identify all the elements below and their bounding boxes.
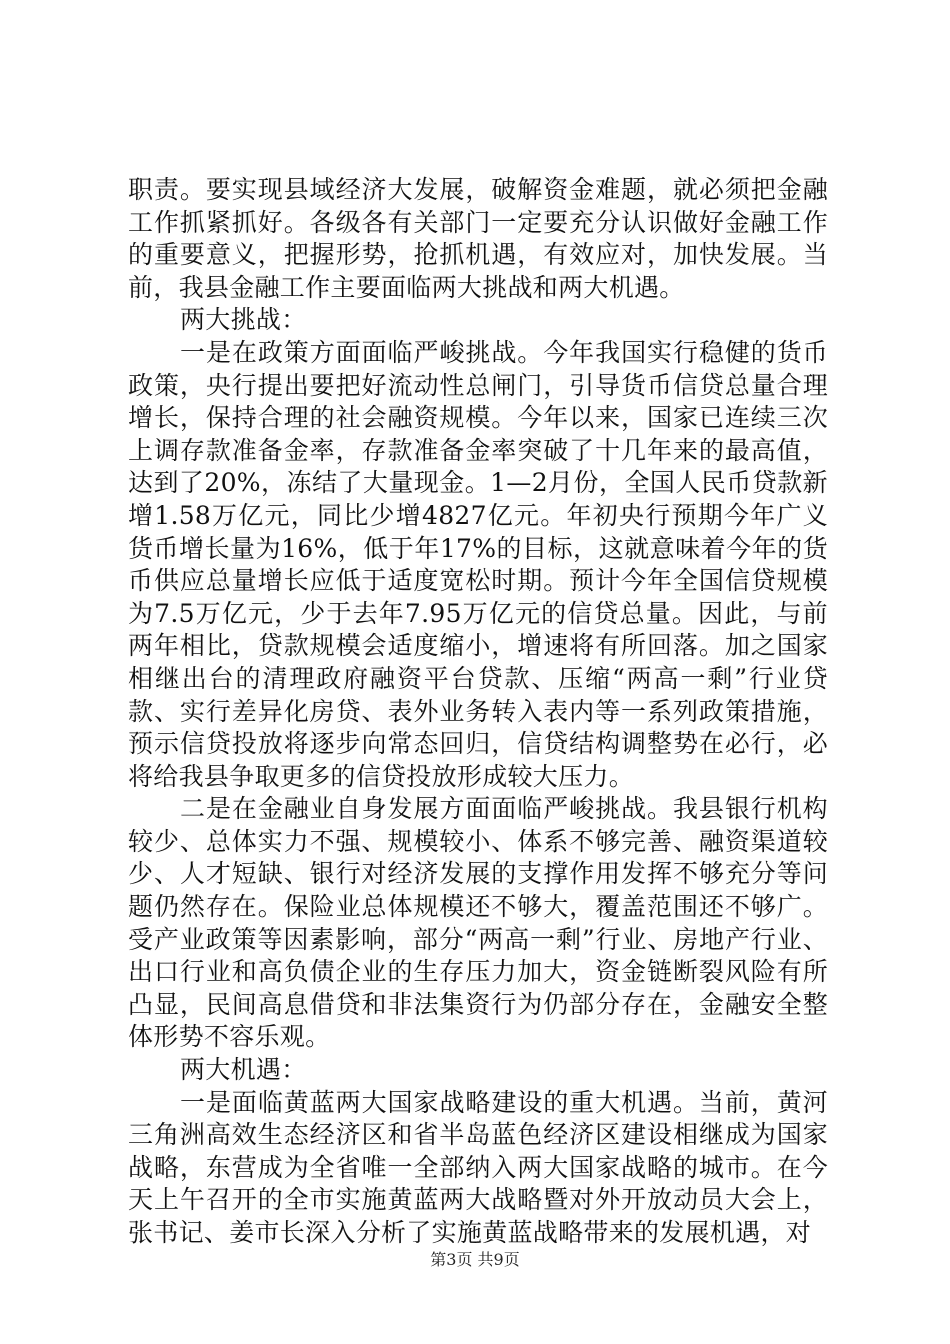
paragraph-strategy-opportunity: 一是面临黄蓝两大国家战略建设的重大机遇。当前，黄河三角洲高效生态经济区和省半岛蓝色经济区建设相继成为国家战略，东营成为全省唯一全部纳入两大国家战略的城市。在今天上午召开的全市实施黄蓝两大战略暨对外开放动员大会上，张书记、姜市长深入分析了实施黄蓝战略带来的发展机遇，对	[128, 1087, 828, 1247]
section-heading-opportunities: 两大机遇：	[180, 1055, 307, 1085]
page-footer: 第3页 共9页	[430, 1250, 520, 1269]
document-body	[128, 174, 828, 1250]
paragraph-policy-challenge: 一是在政策方面面临严峻挑战。今年我国实行稳健的货币政策，央行提出要把好流动性总闸门，引导货币信贷总量合理增长，保持合理的社会融资规模。今年以来，国家已连续三次上调存款准备金率，存款准备金率突破了十几年来的最高值，达到了20%，冻结了大量现金。1—2月份，全国人民币贷款新增1.58万亿元，同比少增4827亿元。年初央行预期今年广义货币增长量为16%，低于年17%的目标，这就意味着今年的货币供应总量增长应低于适度宽松时期。预计今年全国信贷规模为7.5万亿元，少于去年7.95万亿元的信贷总量。因此，与前两年相比，贷款规模会适度缩小，增速将有所回落。加之国家相继出台的清理政府融资平台贷款、压缩“两高一剩”行业贷款、实行差异化房贷、表外业务转入表内等一系列政策措施，预示信贷投放将逐步向常态回归，信贷结构调整势在必行，必将给我县争取更多的信贷投放形成较大压力。	[128, 337, 828, 791]
paragraph-industry-challenge: 二是在金融业自身发展方面面临严峻挑战。我县银行机构较少、总体实力不强、规模较小、体系不够完善、融资渠道较少、人才短缺、银行对经济发展的支撑作用发挥不够充分等问题仍然存在。保险业总体规模还不够大，覆盖范围还不够广。受产业政策等因素影响，部分“两高一剩”行业、房地产行业、出口行业和高负债企业的生存压力加大，资金链断裂风险有所凸显，民间高息借贷和非法集资行为仍部分存在，金融安全整体形势不容乐观。	[128, 794, 828, 1052]
section-heading-challenges: 两大挑战：	[180, 305, 307, 335]
paragraph-intro: 职责。要实现县域经济大发展，破解资金难题，就必须把金融工作抓紧抓好。各级各有关部门一定要充分认识做好金融工作的重要意义，把握形势，抢抓机遇，有效应对，加快发展。当前，我县金融工作主要面临两大挑战和两大机遇。	[128, 175, 828, 302]
